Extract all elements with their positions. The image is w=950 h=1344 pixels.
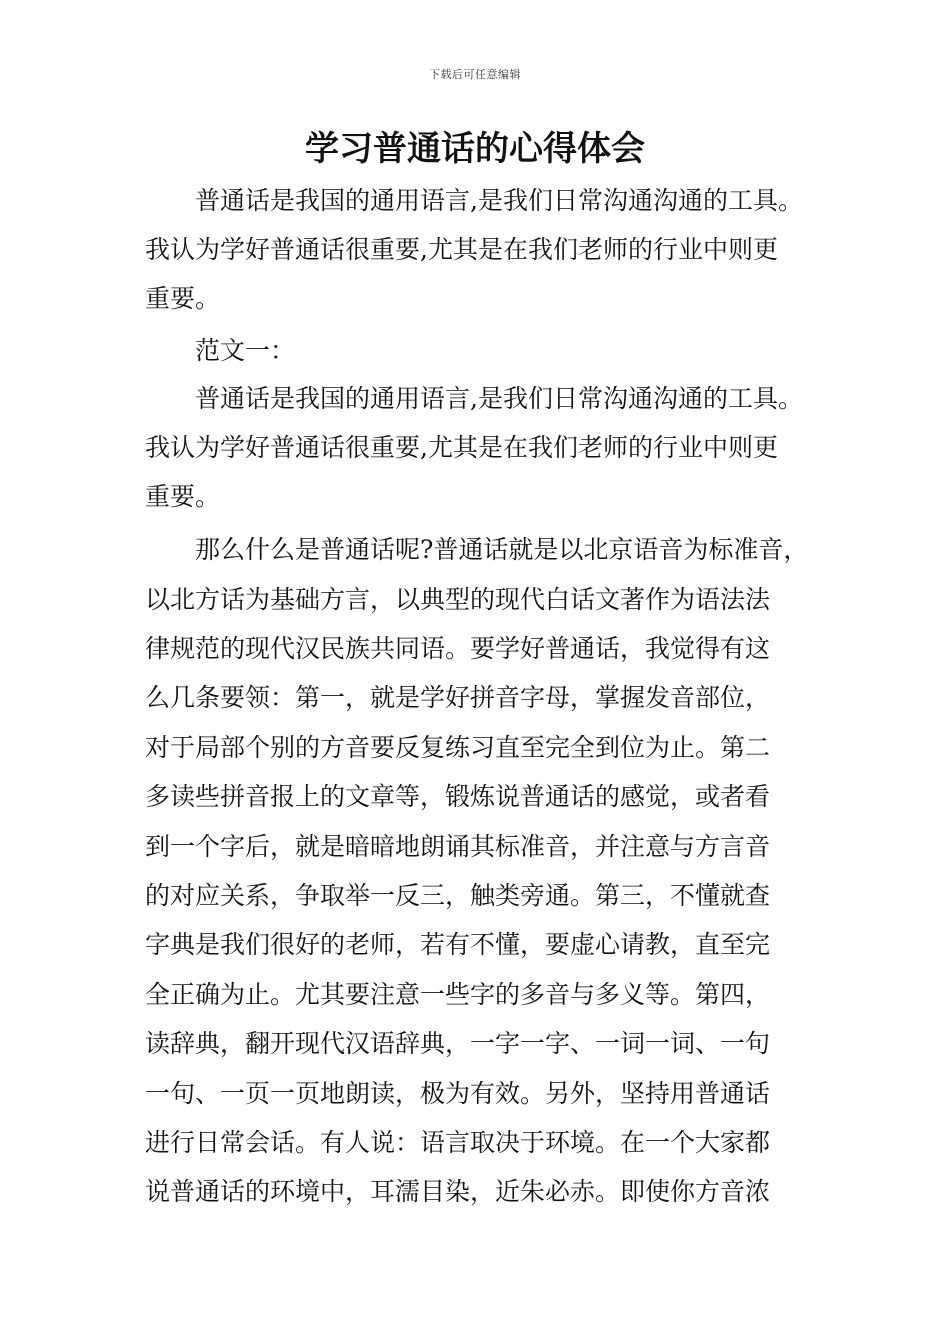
header-note: 下载后可任意编辑 xyxy=(429,68,521,81)
paragraph-line: 律规范的现代汉民族共同语。要学好普通话，我觉得有这 xyxy=(145,634,771,663)
section-label: 范文一： xyxy=(195,336,296,365)
paragraph-line: 字典是我们很好的老师，若有不懂，要虚心请教，直至完 xyxy=(145,930,771,959)
paragraph-line: 重要。 xyxy=(145,284,221,313)
paragraph-line: 到一个字后，就是暗暗地朗诵其标准音，并注意与方言音 xyxy=(145,832,771,861)
paragraph-line: 的对应关系，争取举一反三，触类旁通。第三，不懂就查 xyxy=(145,881,771,910)
paragraph-line: 那么什么是普通话呢?普通话就是以北京语音为标准音， xyxy=(195,535,809,564)
paragraph-line: 读辞典，翻开现代汉语辞典，一字一字、一词一词、一句 xyxy=(145,1029,771,1058)
paragraph-line: 我认为学好普通话很重要,尤其是在我们老师的行业中则更 xyxy=(145,433,778,462)
paragraph-line: 普通话是我国的通用语言,是我们日常沟通沟通的工具。 xyxy=(195,384,803,413)
paragraph-line: 进行日常会话。有人说：语言取决于环境。在一个大家都 xyxy=(145,1128,771,1157)
paragraph-line: 一句、一页一页地朗读，极为有效。另外，坚持用普通话 xyxy=(145,1079,771,1108)
paragraph-line: 重要。 xyxy=(145,482,221,511)
paragraph-line: 多读些拼音报上的文章等，锻炼说普通话的感觉，或者看 xyxy=(145,782,771,811)
document-title: 学习普通话的心得体会 xyxy=(305,129,645,169)
paragraph-line: 以北方话为基础方言，以典型的现代白话文著作为语法法 xyxy=(145,585,771,614)
paragraph-line: 我认为学好普通话很重要,尤其是在我们老师的行业中则更 xyxy=(145,235,778,264)
paragraph-line: 对于局部个别的方音要反复练习直至完全到位为止。第二 xyxy=(145,733,771,762)
paragraph-line: 么几条要领：第一，就是学好拼音字母，掌握发音部位， xyxy=(145,683,771,712)
paragraph-line: 说普通话的环境中，耳濡目染，近朱必赤。即使你方音浓 xyxy=(145,1177,771,1206)
paragraph-line: 全正确为止。尤其要注意一些字的多音与多义等。第四， xyxy=(145,980,771,1009)
paragraph-line: 普通话是我国的通用语言,是我们日常沟通沟通的工具。 xyxy=(195,186,803,215)
